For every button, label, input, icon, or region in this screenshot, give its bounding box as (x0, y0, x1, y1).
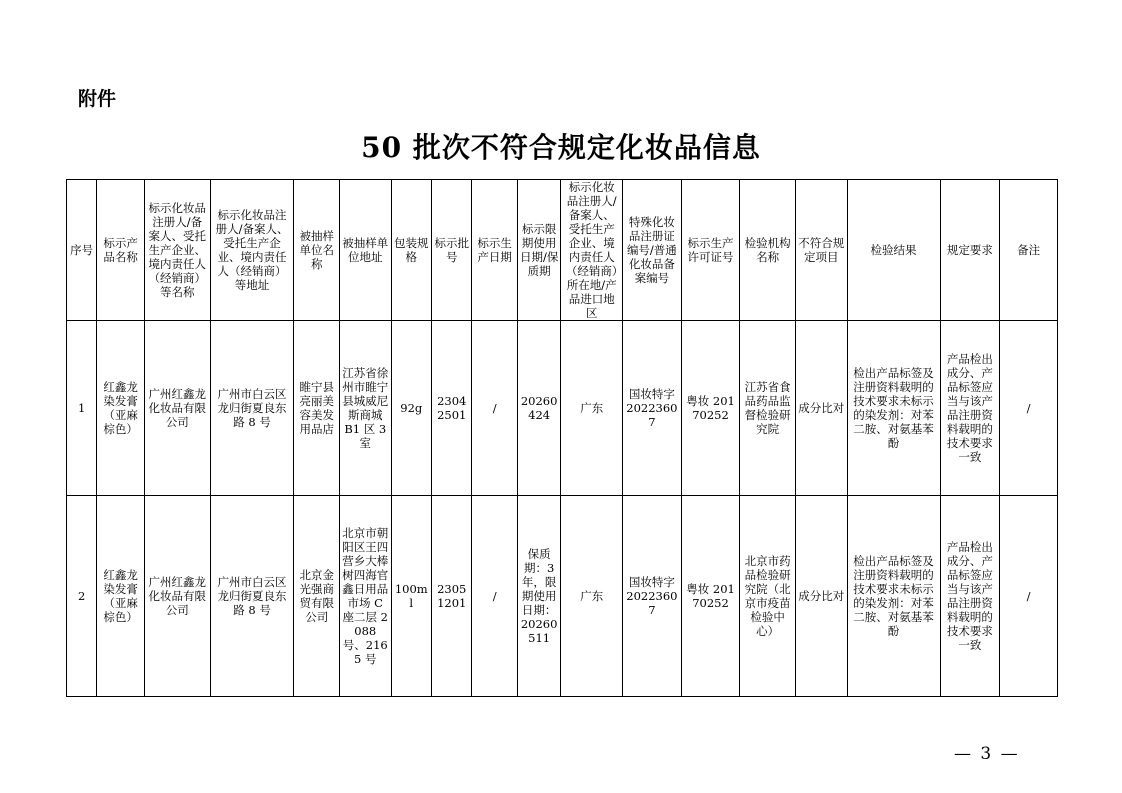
cell-sampled-unit-name: 北京金光强商贸有限公司 (294, 496, 340, 697)
nonconforming-cosmetics-table (66, 179, 1058, 697)
cell-remarks: / (1000, 321, 1058, 496)
cell-index: 2 (67, 496, 97, 697)
col-header-registrant-address: 标示化妆品注册人/备案人、受托生产企业、境内责任人（经销商）等地址 (210, 180, 294, 321)
col-header-production-date: 标示生产日期 (472, 180, 518, 321)
cell-expiry: 20260424 (517, 321, 560, 496)
cell-sampled-unit-address: 北京市朝阳区王四营乡大棒树四海官鑫日用品市场 C 座二层 2088 号、2165 号 (339, 496, 391, 697)
col-header-index: 序号 (67, 180, 97, 321)
cell-requirement: 产品检出成分、产品标签应当与该产品注册资料载明的技术要求一致 (940, 496, 1000, 697)
cell-test-result: 检出产品标签及注册资料载明的技术要求未标示的染发剂：对苯二胺、对氨基苯酚 (847, 321, 940, 496)
attachment-label: 附件 (78, 88, 117, 110)
cell-requirement: 产品检出成分、产品标签应当与该产品注册资料载明的技术要求一致 (940, 321, 1000, 496)
cell-production-date: / (472, 496, 518, 697)
col-header-testing-institution: 检验机构名称 (740, 180, 796, 321)
table-row (67, 496, 1058, 697)
col-header-expiry: 标示限期使用日期/保质期 (517, 180, 560, 321)
cell-testing-institution: 江苏省食品药品监督检验研究院 (740, 321, 796, 496)
cell-origin-region: 广东 (561, 321, 623, 496)
cell-nonconforming-item: 成分比对 (795, 321, 847, 496)
cell-registrant-name: 广州红鑫龙化妆品有限公司 (144, 321, 210, 496)
col-header-registrant-name: 标示化妆品注册人/备案人、受托生产企业、境内责任人（经销商）等名称 (144, 180, 210, 321)
cell-nonconforming-item: 成分比对 (795, 496, 847, 697)
cell-sampled-unit-address: 江苏省徐州市睢宁县城威尼斯商城 B1 区 3 室 (339, 321, 391, 496)
cell-batch-number: 23042501 (431, 321, 471, 496)
cell-index: 1 (67, 321, 97, 496)
cell-sampled-unit-name: 睢宁县亮丽美容美发用品店 (294, 321, 340, 496)
col-header-test-result: 检验结果 (847, 180, 940, 321)
cell-remarks: / (1000, 496, 1058, 697)
cell-package-spec: 92g (391, 321, 431, 496)
cell-registration-number: 国妆特字 20223607 (623, 496, 682, 697)
cell-origin-region: 广东 (561, 496, 623, 697)
col-header-product-name: 标示产品名称 (97, 180, 145, 321)
col-header-package-spec: 包装规格 (391, 180, 431, 321)
page-title: 50 批次不符合规定化妆品信息 (361, 131, 761, 164)
cell-production-license: 粤妆 20170252 (681, 321, 740, 496)
col-header-registration-number: 特殊化妆品注册证编号/普通化妆品备案编号 (623, 180, 682, 321)
col-header-batch-number: 标示批号 (431, 180, 471, 321)
cell-product-name: 红鑫龙染发膏（亚麻棕色） (97, 496, 145, 697)
cell-registrant-address: 广州市白云区龙归街夏良东路 8 号 (210, 321, 294, 496)
cell-registrant-name: 广州红鑫龙化妆品有限公司 (144, 496, 210, 697)
page-number: — 3 — (954, 744, 1020, 764)
cell-registrant-address: 广州市白云区龙归街夏良东路 8 号 (210, 496, 294, 697)
col-header-remarks: 备注 (1000, 180, 1058, 321)
cell-production-date: / (472, 321, 518, 496)
cell-expiry: 保质期：3 年，限期使用日期：20260511 (517, 496, 560, 697)
col-header-sampled-unit-name: 被抽样单位名称 (294, 180, 340, 321)
table-header-row (67, 180, 1058, 321)
cell-registration-number: 国妆特字 20223607 (623, 321, 682, 496)
col-header-origin-region: 标示化妆品注册人/备案人、受托生产企业、境内责任人（经销商）所在地/产品进口地区 (561, 180, 623, 321)
table-row (67, 321, 1058, 496)
col-header-nonconforming-item: 不符合规定项目 (795, 180, 847, 321)
col-header-sampled-unit-address: 被抽样单位地址 (339, 180, 391, 321)
col-header-requirement: 规定要求 (940, 180, 1000, 321)
cell-product-name: 红鑫龙染发膏（亚麻棕色） (97, 321, 145, 496)
cell-testing-institution: 北京市药品检验研究院（北京市疫苗检验中心） (740, 496, 796, 697)
col-header-production-license: 标示生产许可证号 (681, 180, 740, 321)
cell-test-result: 检出产品标签及注册资料载明的技术要求未标示的染发剂：对苯二胺、对氨基苯酚 (847, 496, 940, 697)
cell-batch-number: 23051201 (431, 496, 471, 697)
cell-production-license: 粤妆 20170252 (681, 496, 740, 697)
cell-package-spec: 100ml (391, 496, 431, 697)
